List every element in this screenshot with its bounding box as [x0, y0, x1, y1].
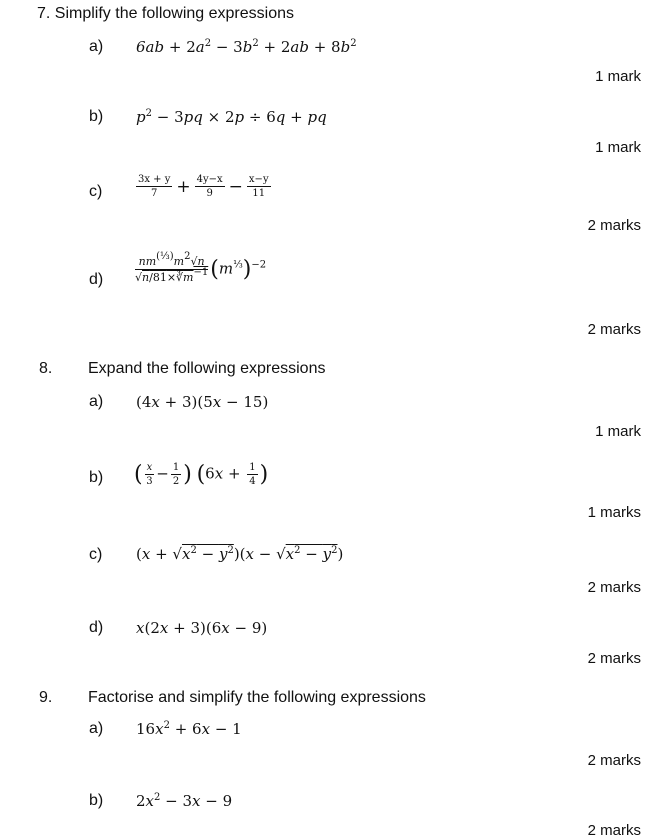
q7-part-d-label: d): [89, 271, 104, 288]
q9-part-a-expression: $16x^2 + 6x - 1$: [136, 720, 242, 738]
q9-part-b-expression: $2x^2 - 3x - 9$: [136, 792, 233, 810]
q7-part-c-marks: 2 marks: [587, 217, 641, 234]
q8-part-a-marks: 1 mark: [595, 423, 641, 440]
q8-part-b-expression: ( $\frac{x}{3}$ − $\frac{1}{2}$ ) (6x + $\frac{1}{4}$ ): [134, 462, 269, 487]
question-8-number: 8.: [39, 360, 53, 377]
question-7-heading: 7. Simplify the following expressions: [37, 5, 295, 22]
q8-part-d-label: d): [89, 619, 104, 636]
q7-part-c-expression: $\frac{3x + y}{7}$ + $\frac{4y-x}{9}$ − $\frac{x-y}{11}$: [138, 174, 269, 199]
q7-part-a-marks: 1 mark: [595, 68, 641, 85]
q8-part-b-marks: 1 marks: [587, 504, 641, 521]
q8-part-d-expression: x(2x + 3)(6x − 9): [136, 619, 268, 637]
q7-part-a-expression: $6ab + 2a^2 - 3b^2 + 2ab + 8b^2$: [136, 38, 357, 56]
q7-part-a-label: a): [89, 38, 104, 55]
q9-part-a-marks: 2 marks: [587, 752, 641, 769]
q8-part-d-marks: 2 marks: [587, 650, 641, 667]
question-9-heading: Factorise and simplify the following expressions: [88, 689, 426, 706]
q8-part-c-marks: 2 marks: [587, 579, 641, 596]
q7-part-b-label: b): [89, 108, 104, 125]
q8-part-a-label: a): [89, 393, 104, 410]
q9-part-a-label: a): [89, 720, 104, 737]
question-9-number: 9.: [39, 689, 53, 706]
q7-part-b-marks: 1 mark: [595, 139, 641, 156]
q9-part-b-label: b): [89, 792, 104, 809]
q7-part-b-expression: $p^2 - 3pq \times 2p \div 6q$ + pq: [136, 108, 327, 126]
q8-part-a-expression: (4x + 3)(5x − 15): [136, 393, 269, 411]
q8-part-c-label: c): [89, 546, 103, 563]
q7-part-c-label: c): [89, 183, 103, 200]
question-8-heading: Expand the following expressions: [88, 360, 326, 377]
q8-part-c-expression: $(x + √x^2 - y^2)(x - √x^2 - y^2)$: [136, 545, 344, 563]
q8-part-b-label: b): [89, 469, 104, 486]
q9-part-b-marks: 2 marks: [587, 822, 641, 839]
q7-part-d-marks: 2 marks: [587, 321, 641, 338]
q7-part-d-expression: $\frac{nm^{(\frac{1}{3})}m^2√n}{√n/81\times∛m^{-1}}$ $(m^{\frac{1}{3}})^{-2}$: [135, 251, 267, 284]
